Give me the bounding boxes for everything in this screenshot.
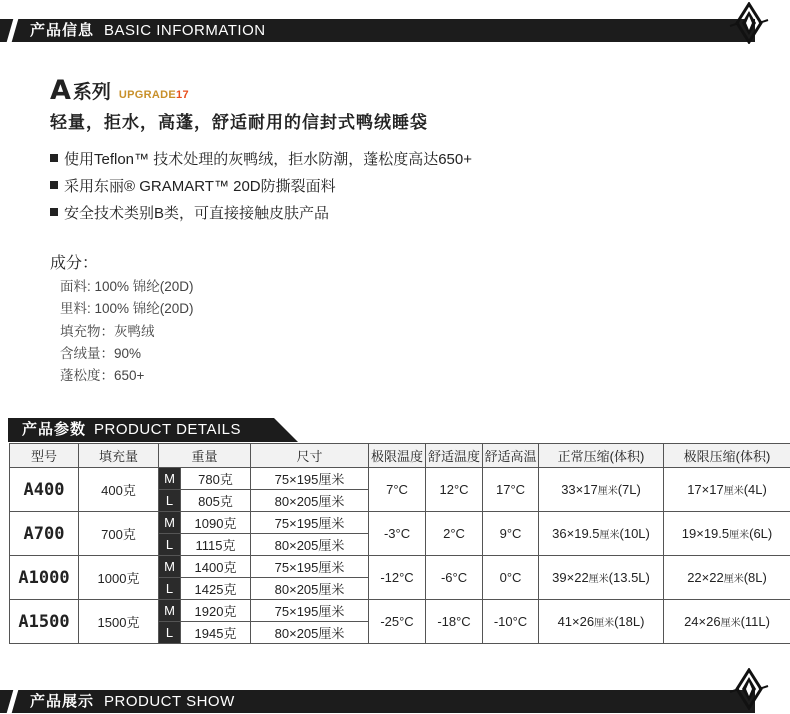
feature-item bbox=[50, 173, 472, 200]
limit-temp-cell: -12°C bbox=[369, 556, 426, 600]
product-details-header bbox=[8, 418, 298, 442]
comfort-high-cell: 9°C bbox=[483, 512, 539, 556]
section-title-en: BASIC INFORMATION bbox=[104, 22, 266, 39]
section-title-en: PRODUCT SHOW bbox=[104, 693, 235, 710]
table-row bbox=[10, 556, 790, 578]
column-header-comfort-temp: 舒适温度 bbox=[426, 444, 483, 468]
product-spec-table bbox=[9, 443, 790, 644]
feature-text: 采用东丽® GRAMART™ 20D防撕裂面料 bbox=[64, 178, 336, 195]
weight-cell: 805克 bbox=[181, 490, 251, 512]
comfort-high-cell: 0°C bbox=[483, 556, 539, 600]
series-label: 系列 bbox=[72, 82, 111, 103]
series-heading bbox=[50, 76, 189, 104]
weight-cell: 1115克 bbox=[181, 534, 251, 556]
product-details-title-cn: 产品参数 bbox=[22, 421, 87, 438]
dimensions-cell: 80×205厘米 bbox=[251, 622, 369, 644]
dimensions-cell: 80×205厘米 bbox=[251, 534, 369, 556]
fill-cell: 400克 bbox=[79, 468, 159, 512]
composition-title: 成分： bbox=[50, 255, 99, 272]
size-tag-l: L bbox=[159, 490, 181, 512]
size-tag-m: M bbox=[159, 512, 181, 534]
dimensions-cell: 75×195厘米 bbox=[251, 468, 369, 490]
compression-dims: 24×26 bbox=[684, 614, 721, 629]
bullet-square-icon bbox=[50, 181, 58, 189]
table-row bbox=[10, 600, 790, 622]
composition-item: 里料: 100% 锦纶(20D) bbox=[60, 301, 194, 317]
bullet-square-icon bbox=[50, 154, 58, 162]
compression-unit: 厘米 bbox=[597, 486, 618, 497]
compression-volume: (18L) bbox=[614, 614, 645, 629]
comfort-temp-cell: -6°C bbox=[426, 556, 483, 600]
feature-text: 使用Teflon™ 技术处理的灰鸭绒，拒水防潮，蓬松度高达650+ bbox=[64, 151, 472, 168]
model-cell: A400 bbox=[10, 468, 79, 512]
dimensions-cell: 75×195厘米 bbox=[251, 512, 369, 534]
compression-volume: (13.5L) bbox=[608, 570, 650, 585]
weight-cell: 1425克 bbox=[181, 578, 251, 600]
product-show-bar bbox=[0, 686, 790, 714]
section-title bbox=[30, 690, 235, 713]
compression-unit: 厘米 bbox=[720, 618, 741, 629]
brand-logo-icon bbox=[728, 2, 770, 44]
product-subtitle: 轻量，拒水，高蓬，舒适耐用的信封式鸭绒睡袋 bbox=[50, 113, 428, 132]
column-header-comfort-high: 舒适高温 bbox=[483, 444, 539, 468]
feature-item bbox=[50, 146, 472, 173]
comfort-temp-cell: -18°C bbox=[426, 600, 483, 644]
upgrade-badge bbox=[119, 86, 189, 104]
compression-unit: 厘米 bbox=[723, 574, 744, 585]
feature-text: 安全技术类别B类，可直接接触皮肤产品 bbox=[64, 205, 330, 222]
column-header-normal-compression: 正常压缩(体积) bbox=[539, 444, 664, 468]
section-title-cn: 产品信息 bbox=[30, 22, 95, 39]
table-row bbox=[10, 468, 790, 490]
weight-cell: 780克 bbox=[181, 468, 251, 490]
composition-item: 面料: 100% 锦纶(20D) bbox=[60, 279, 194, 294]
fill-cell: 1500克 bbox=[79, 600, 159, 644]
weight-cell: 1945克 bbox=[181, 622, 251, 644]
compression-unit: 厘米 bbox=[599, 530, 620, 541]
compression-volume: (11L) bbox=[740, 614, 770, 629]
compression-volume: (8L) bbox=[743, 570, 767, 585]
max-compression-cell bbox=[664, 556, 790, 600]
normal-compression-cell bbox=[539, 600, 664, 644]
compression-volume: (6L) bbox=[749, 526, 773, 541]
weight-cell: 1090克 bbox=[181, 512, 251, 534]
table-row bbox=[10, 512, 790, 534]
size-tag-m: M bbox=[159, 468, 181, 490]
compression-dims: 17×17 bbox=[687, 482, 724, 497]
compression-dims: 39×22 bbox=[552, 570, 589, 585]
bullet-square-icon bbox=[50, 208, 58, 216]
column-header-fill: 填充量 bbox=[79, 444, 159, 468]
column-header-max-compression: 极限压缩(体积) bbox=[664, 444, 790, 468]
composition-list bbox=[60, 276, 194, 387]
model-cell: A700 bbox=[10, 512, 79, 556]
limit-temp-cell: -25°C bbox=[369, 600, 426, 644]
column-header-size: 尺寸 bbox=[251, 444, 369, 468]
compression-dims: 36×19.5 bbox=[552, 526, 600, 541]
section-title bbox=[30, 19, 266, 42]
compression-volume: (4L) bbox=[743, 482, 767, 497]
limit-temp-cell: -3°C bbox=[369, 512, 426, 556]
composition-item: 含绒量：90% bbox=[60, 345, 142, 361]
model-cell: A1000 bbox=[10, 556, 79, 600]
normal-compression-cell bbox=[539, 556, 664, 600]
section-title-cn: 产品展示 bbox=[30, 693, 95, 710]
dimensions-cell: 80×205厘米 bbox=[251, 578, 369, 600]
weight-cell: 1920克 bbox=[181, 600, 251, 622]
feature-list bbox=[50, 146, 472, 227]
dimensions-cell: 75×195厘米 bbox=[251, 600, 369, 622]
compression-unit: 厘米 bbox=[729, 530, 750, 541]
compression-unit: 厘米 bbox=[588, 574, 609, 585]
normal-compression-cell bbox=[539, 512, 664, 556]
size-tag-l: L bbox=[159, 534, 181, 556]
normal-compression-cell bbox=[539, 468, 664, 512]
upgrade-number: 17 bbox=[176, 89, 189, 101]
limit-temp-cell: 7°C bbox=[369, 468, 426, 512]
fill-cell: 700克 bbox=[79, 512, 159, 556]
max-compression-cell bbox=[664, 468, 790, 512]
feature-item bbox=[50, 200, 472, 227]
series-letter: A bbox=[50, 75, 71, 106]
weight-cell: 1400克 bbox=[181, 556, 251, 578]
composition-item: 蓬松度：650+ bbox=[60, 368, 145, 384]
size-tag-m: M bbox=[159, 600, 181, 622]
max-compression-cell bbox=[664, 512, 790, 556]
table-header-row bbox=[10, 444, 790, 468]
comfort-temp-cell: 2°C bbox=[426, 512, 483, 556]
comfort-high-cell: 17°C bbox=[483, 468, 539, 512]
product-details-title-en: PRODUCT DETAILS bbox=[94, 421, 241, 438]
brand-logo-icon bbox=[728, 668, 770, 710]
column-header-weight: 重量 bbox=[159, 444, 251, 468]
size-tag-l: L bbox=[159, 622, 181, 644]
product-details-title bbox=[22, 418, 241, 442]
compression-dims: 19×19.5 bbox=[681, 526, 730, 541]
fill-cell: 1000克 bbox=[79, 556, 159, 600]
basic-information-bar bbox=[0, 15, 790, 43]
dimensions-cell: 75×195厘米 bbox=[251, 556, 369, 578]
compression-unit: 厘米 bbox=[723, 486, 744, 497]
comfort-temp-cell: 12°C bbox=[426, 468, 483, 512]
column-header-model: 型号 bbox=[10, 444, 79, 468]
column-header-limit-temp: 极限温度 bbox=[369, 444, 426, 468]
compression-dims: 41×26 bbox=[557, 614, 595, 629]
model-cell: A1500 bbox=[10, 600, 79, 644]
compression-dims: 22×22 bbox=[687, 570, 724, 585]
size-tag-m: M bbox=[159, 556, 181, 578]
comfort-high-cell: -10°C bbox=[483, 600, 539, 644]
compression-volume: (10L) bbox=[619, 526, 650, 541]
compression-unit: 厘米 bbox=[594, 618, 615, 629]
max-compression-cell bbox=[664, 600, 790, 644]
compression-volume: (7L) bbox=[617, 482, 641, 497]
dimensions-cell: 80×205厘米 bbox=[251, 490, 369, 512]
upgrade-text: UPGRADE bbox=[118, 89, 177, 101]
compression-dims: 33×17 bbox=[561, 482, 598, 497]
size-tag-l: L bbox=[159, 578, 181, 600]
composition-item: 填充物：灰鸭绒 bbox=[60, 323, 155, 339]
